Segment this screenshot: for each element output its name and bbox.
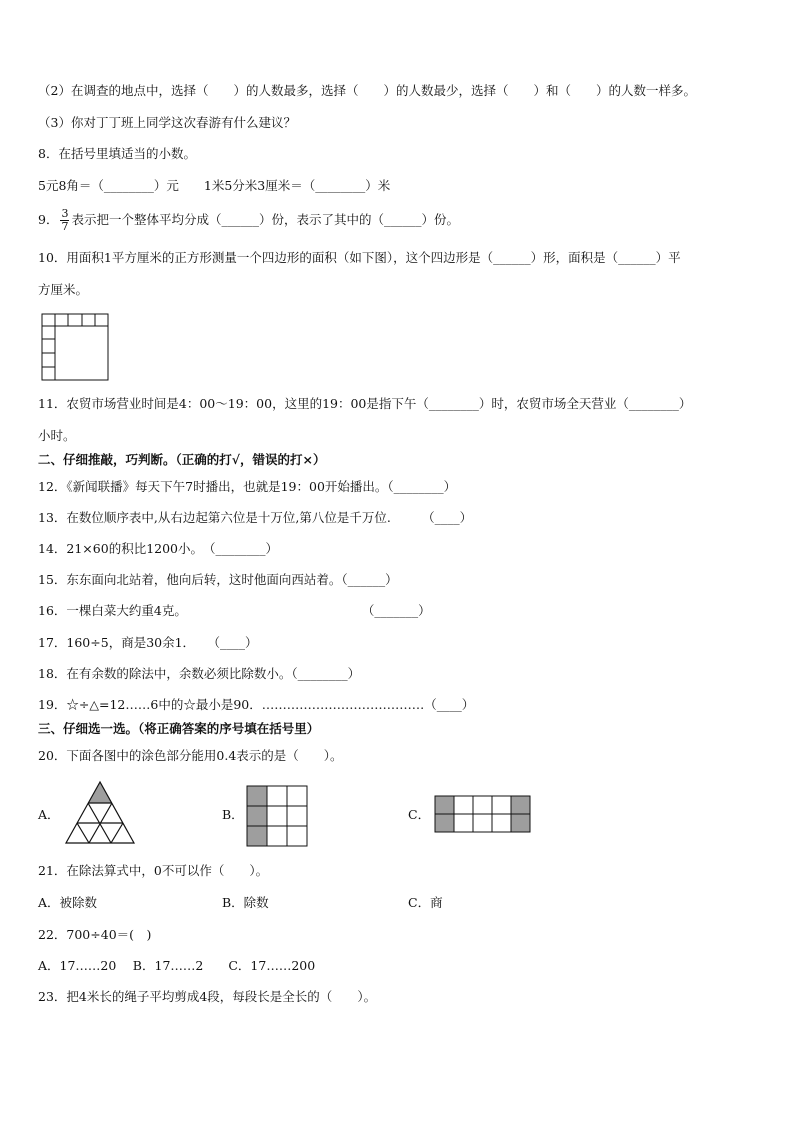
q15-text: 15．东东面向北站着，他向后转，这时他面向西站着。（______） — [38, 572, 398, 587]
q9-text: 表示把一个整体平均分成（______）份，表示了其中的（______）份。 — [71, 212, 459, 227]
shaded-triangle — [88, 782, 112, 803]
q16-text: 16．一棵白菜大约重4克。 （_______） — [38, 603, 431, 618]
q22-text: 22．700÷40＝( ) — [38, 927, 152, 942]
q7-part2: （2）在调查的地点中，选择（ ）的人数最多，选择（ ）的人数最少，选择（ ）和（ ）的人数一样多。 — [38, 83, 696, 98]
shaded-cell — [247, 806, 267, 826]
q10-line1: 10．用面积1平方厘米的正方形测量一个四边形的面积（如下图），这个四边形是（______）形，面积是（______）平 — [38, 250, 681, 265]
q21-option-c: C．商 — [408, 895, 443, 910]
q20-option-b-label: B． — [222, 807, 244, 822]
q9-prefix: 9． — [38, 212, 59, 227]
q23-text: 23．把4米长的绳子平均剪成4段，每段长是全长的（ ）。 — [38, 989, 377, 1004]
q14-text: 14．21×60的积比1200小。 （________） — [38, 541, 279, 556]
q20-option-b-grid — [246, 785, 308, 847]
shaded-cell — [435, 814, 454, 832]
q10-area-figure — [41, 313, 111, 383]
q18-text: 18．在有余数的除法中，余数必须比除数小。（________） — [38, 666, 361, 681]
section-2-heading: 二、仔细推敲，巧判断。（正确的打√，错误的打×） — [38, 452, 326, 467]
q12-text: 12．《新闻联播》每天下午7时播出，也就是19：00开始播出。（________） — [38, 479, 457, 494]
q7-part3: （3）你对丁丁班上同学这次春游有什么建议？ — [38, 115, 296, 130]
q8-items: 5元8角＝（________）元 1米5分米3厘米＝（________）米 — [38, 178, 391, 193]
q10-line2: 方厘米。 — [38, 282, 89, 297]
q10-outer-rect — [42, 314, 108, 380]
shaded-cell — [511, 796, 530, 814]
shaded-cell — [511, 814, 530, 832]
q20-option-c-label: C． — [408, 807, 431, 822]
fraction-denominator: 7 — [61, 220, 69, 233]
q21-option-b: B．除数 — [222, 895, 269, 910]
q20-option-c-grid — [434, 795, 534, 835]
shaded-cell — [435, 796, 454, 814]
q21-text: 21．在除法算式中，0不可以作（ ）。 — [38, 863, 269, 878]
fraction-3-7 — [60, 208, 69, 233]
q11-line2: 小时。 — [38, 428, 76, 443]
q11-line1: 11．农贸市场营业时间是4：00～19：00，这里的19：00是指下午（________）时，农贸市场全天营业（________） — [38, 396, 692, 411]
fraction-numerator: 3 — [61, 207, 69, 220]
q17-text: 17．160÷5，商是30余1． （____） — [38, 635, 258, 650]
q20-option-a-triangle — [64, 780, 142, 848]
q22-options: A．17……20 B．17……2 C．17……200 — [38, 958, 316, 973]
q21-option-a: A．被除数 — [38, 895, 98, 910]
shaded-cell — [247, 826, 267, 846]
q13-text: 13．在数位顺序表中,从右边起第六位是十万位,第八位是千万位. （____） — [38, 510, 473, 525]
section-3-heading: 三、仔细选一选。（将正确答案的序号填在括号里） — [38, 721, 320, 736]
shaded-cell — [247, 786, 267, 806]
q8-text: 8．在括号里填适当的小数。 — [38, 146, 196, 161]
q20-text: 20．下面各图中的涂色部分能用0.4表示的是（ ）。 — [38, 748, 343, 763]
q9-line — [38, 205, 459, 235]
q19-text: 19．☆÷△=12……6中的☆最小是90．…………………………………（____） — [38, 697, 475, 712]
q20-option-a-label: A． — [38, 807, 60, 822]
